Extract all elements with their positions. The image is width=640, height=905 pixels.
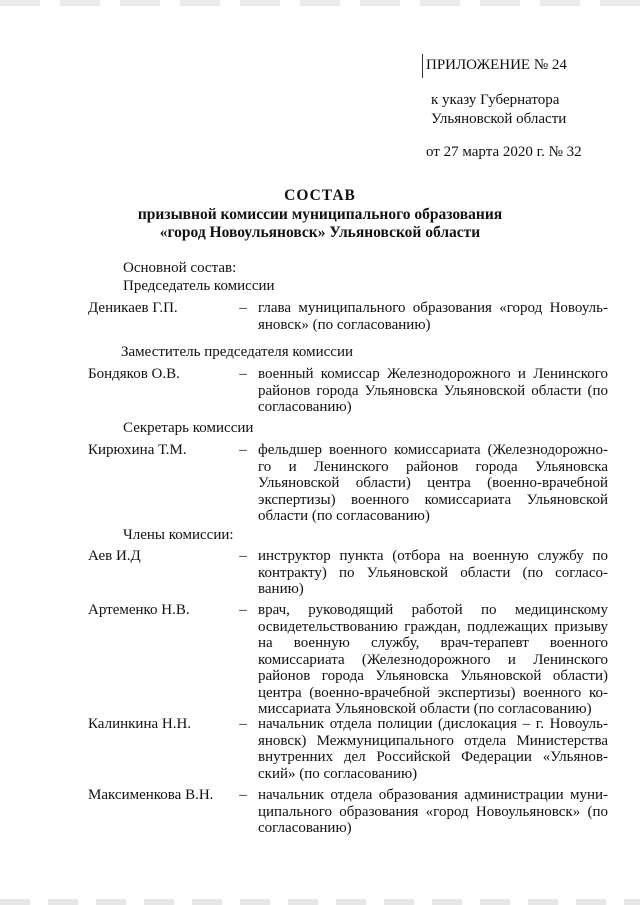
appendix-block bbox=[426, 56, 626, 162]
member-role: военный комиссар Железнодорожного и Ленинского районов города Ульяновска Ульяновской области (по согласованию) bbox=[258, 366, 608, 415]
scan-edge-top bbox=[0, 0, 640, 6]
member-name: Бондяков О.В. bbox=[88, 366, 180, 382]
member-role: фельдшер военного комиссариата (Железнодорожно-го и Ленинского районов города Ульяновска Ульяновской области) центра (военно-врачебной экспертизы) военного комиссариата Ульяновской области (по согласованию) bbox=[258, 442, 608, 524]
decree-date: от 27 марта 2020 г. № 32 bbox=[426, 144, 582, 160]
member-name: Калинкина Н.Н. bbox=[88, 716, 192, 732]
member-name: Деникаев Г.П. bbox=[88, 300, 178, 316]
section-chair: Председатель комиссии bbox=[123, 278, 275, 294]
scan-edge-bottom bbox=[0, 899, 640, 905]
dash: – bbox=[239, 716, 247, 732]
dash: – bbox=[239, 548, 247, 564]
dash: – bbox=[239, 366, 247, 382]
section-deputy: Заместитель председателя комиссии bbox=[121, 344, 354, 360]
decree-line-1: к указу Губернатора bbox=[431, 92, 560, 108]
decree-line-2: Ульяновской области bbox=[431, 111, 567, 127]
section-main: Основной состав: bbox=[123, 260, 237, 276]
dash: – bbox=[239, 442, 247, 458]
member-role: инструктор пункта (отбора на военную службу по контракту) по Ульяновской области (по согласо-ванию) bbox=[258, 548, 608, 597]
member-role: начальник отдела полиции (дислокация – г. Новоуль-яновск) Межмуниципального отдела Министерства внутренних дел Российской Федерации «Ульянов-ский» (по согласованию) bbox=[258, 716, 608, 782]
title-line-2: призывной комиссии муниципального образования bbox=[137, 206, 503, 223]
document-title bbox=[100, 187, 540, 242]
member-name: Артеменко Н.В. bbox=[88, 602, 190, 618]
title-line-1: СОСТАВ bbox=[284, 187, 356, 204]
margin-mark bbox=[422, 54, 423, 78]
dash: – bbox=[239, 787, 247, 803]
section-secretary: Секретарь комиссии bbox=[123, 420, 254, 436]
title-line-3: «город Новоульяновск» Ульяновской области bbox=[159, 224, 481, 241]
dash: – bbox=[239, 300, 247, 316]
member-role: начальник отдела образования администрации муни-ципального образования «город Новоульяновск» (по согласованию) bbox=[258, 787, 608, 836]
section-members: Члены комиссии: bbox=[123, 527, 234, 543]
member-role: врач, руководящий работой по медицинскому освидетельствованию граждан, подлежащих призыву на военную службу, врач-терапевт военного комиссариата (Железнодорожного и Ленинского районов города Ульяновска Ульяновской области) центра (военно-врачебной экспертизы) военного ко-миссариата Ульяновской области (по согласованию) bbox=[258, 602, 608, 717]
dash: – bbox=[239, 602, 247, 618]
member-role: глава муниципального образования «город Новоуль-яновск» (по согласованию) bbox=[258, 300, 608, 333]
member-name: Кирюхина Т.М. bbox=[88, 442, 187, 458]
member-name: Максименкова В.Н. bbox=[88, 787, 214, 803]
appendix-number: ПРИЛОЖЕНИЕ № 24 bbox=[426, 57, 567, 73]
member-name: Аев И.Д bbox=[88, 548, 141, 564]
